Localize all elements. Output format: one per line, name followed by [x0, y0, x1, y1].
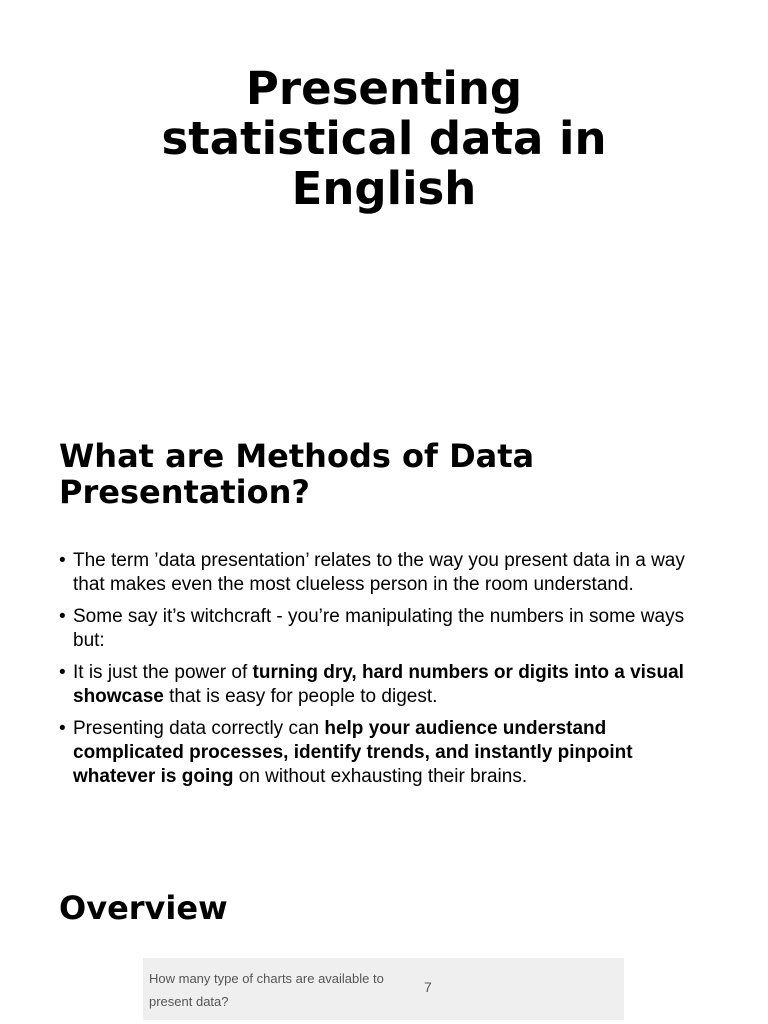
bullet-3-pre: It is just the power of — [73, 662, 253, 683]
page-title — [0, 64, 768, 214]
bullet-item-3 — [59, 661, 707, 709]
title-line-1: Presenting — [245, 62, 523, 115]
faq-card — [143, 958, 624, 1020]
bullet-4-pre: Presenting data correctly can — [73, 718, 325, 739]
bullet-item-1 — [59, 549, 707, 597]
title-line-3: English — [291, 162, 477, 215]
bullet-3-post: that is easy for people to digest. — [163, 686, 438, 707]
overview-heading: Overview — [59, 889, 228, 927]
methods-bullet-list — [59, 549, 707, 797]
faq-question: How many type of charts are available to present data? — [149, 971, 384, 1009]
title-line-2: statistical data in — [161, 112, 607, 165]
faq-answer: 7 — [424, 979, 432, 995]
methods-heading: What are Methods of Data Presentation? — [59, 437, 535, 511]
bullet-item-2 — [59, 605, 707, 653]
bullet-4-post: on without exhausting their brains. — [233, 766, 528, 787]
bullet-4-bold: help your audience understand complicated processes, identify trends, and instantly pinpoint whatever is going — [73, 718, 633, 787]
bullet-1-text: The term ’data presentation’ relates to the way you present data in a way that makes even the most clueless person in the room understand. — [73, 550, 685, 595]
bullet-item-4 — [59, 717, 707, 789]
bullet-2-text: Some say it’s witchcraft - you’re manipulating the numbers in some ways but: — [73, 606, 685, 651]
bullet-3-bold: turning dry, hard numbers or digits into a visual showcase — [73, 662, 684, 707]
